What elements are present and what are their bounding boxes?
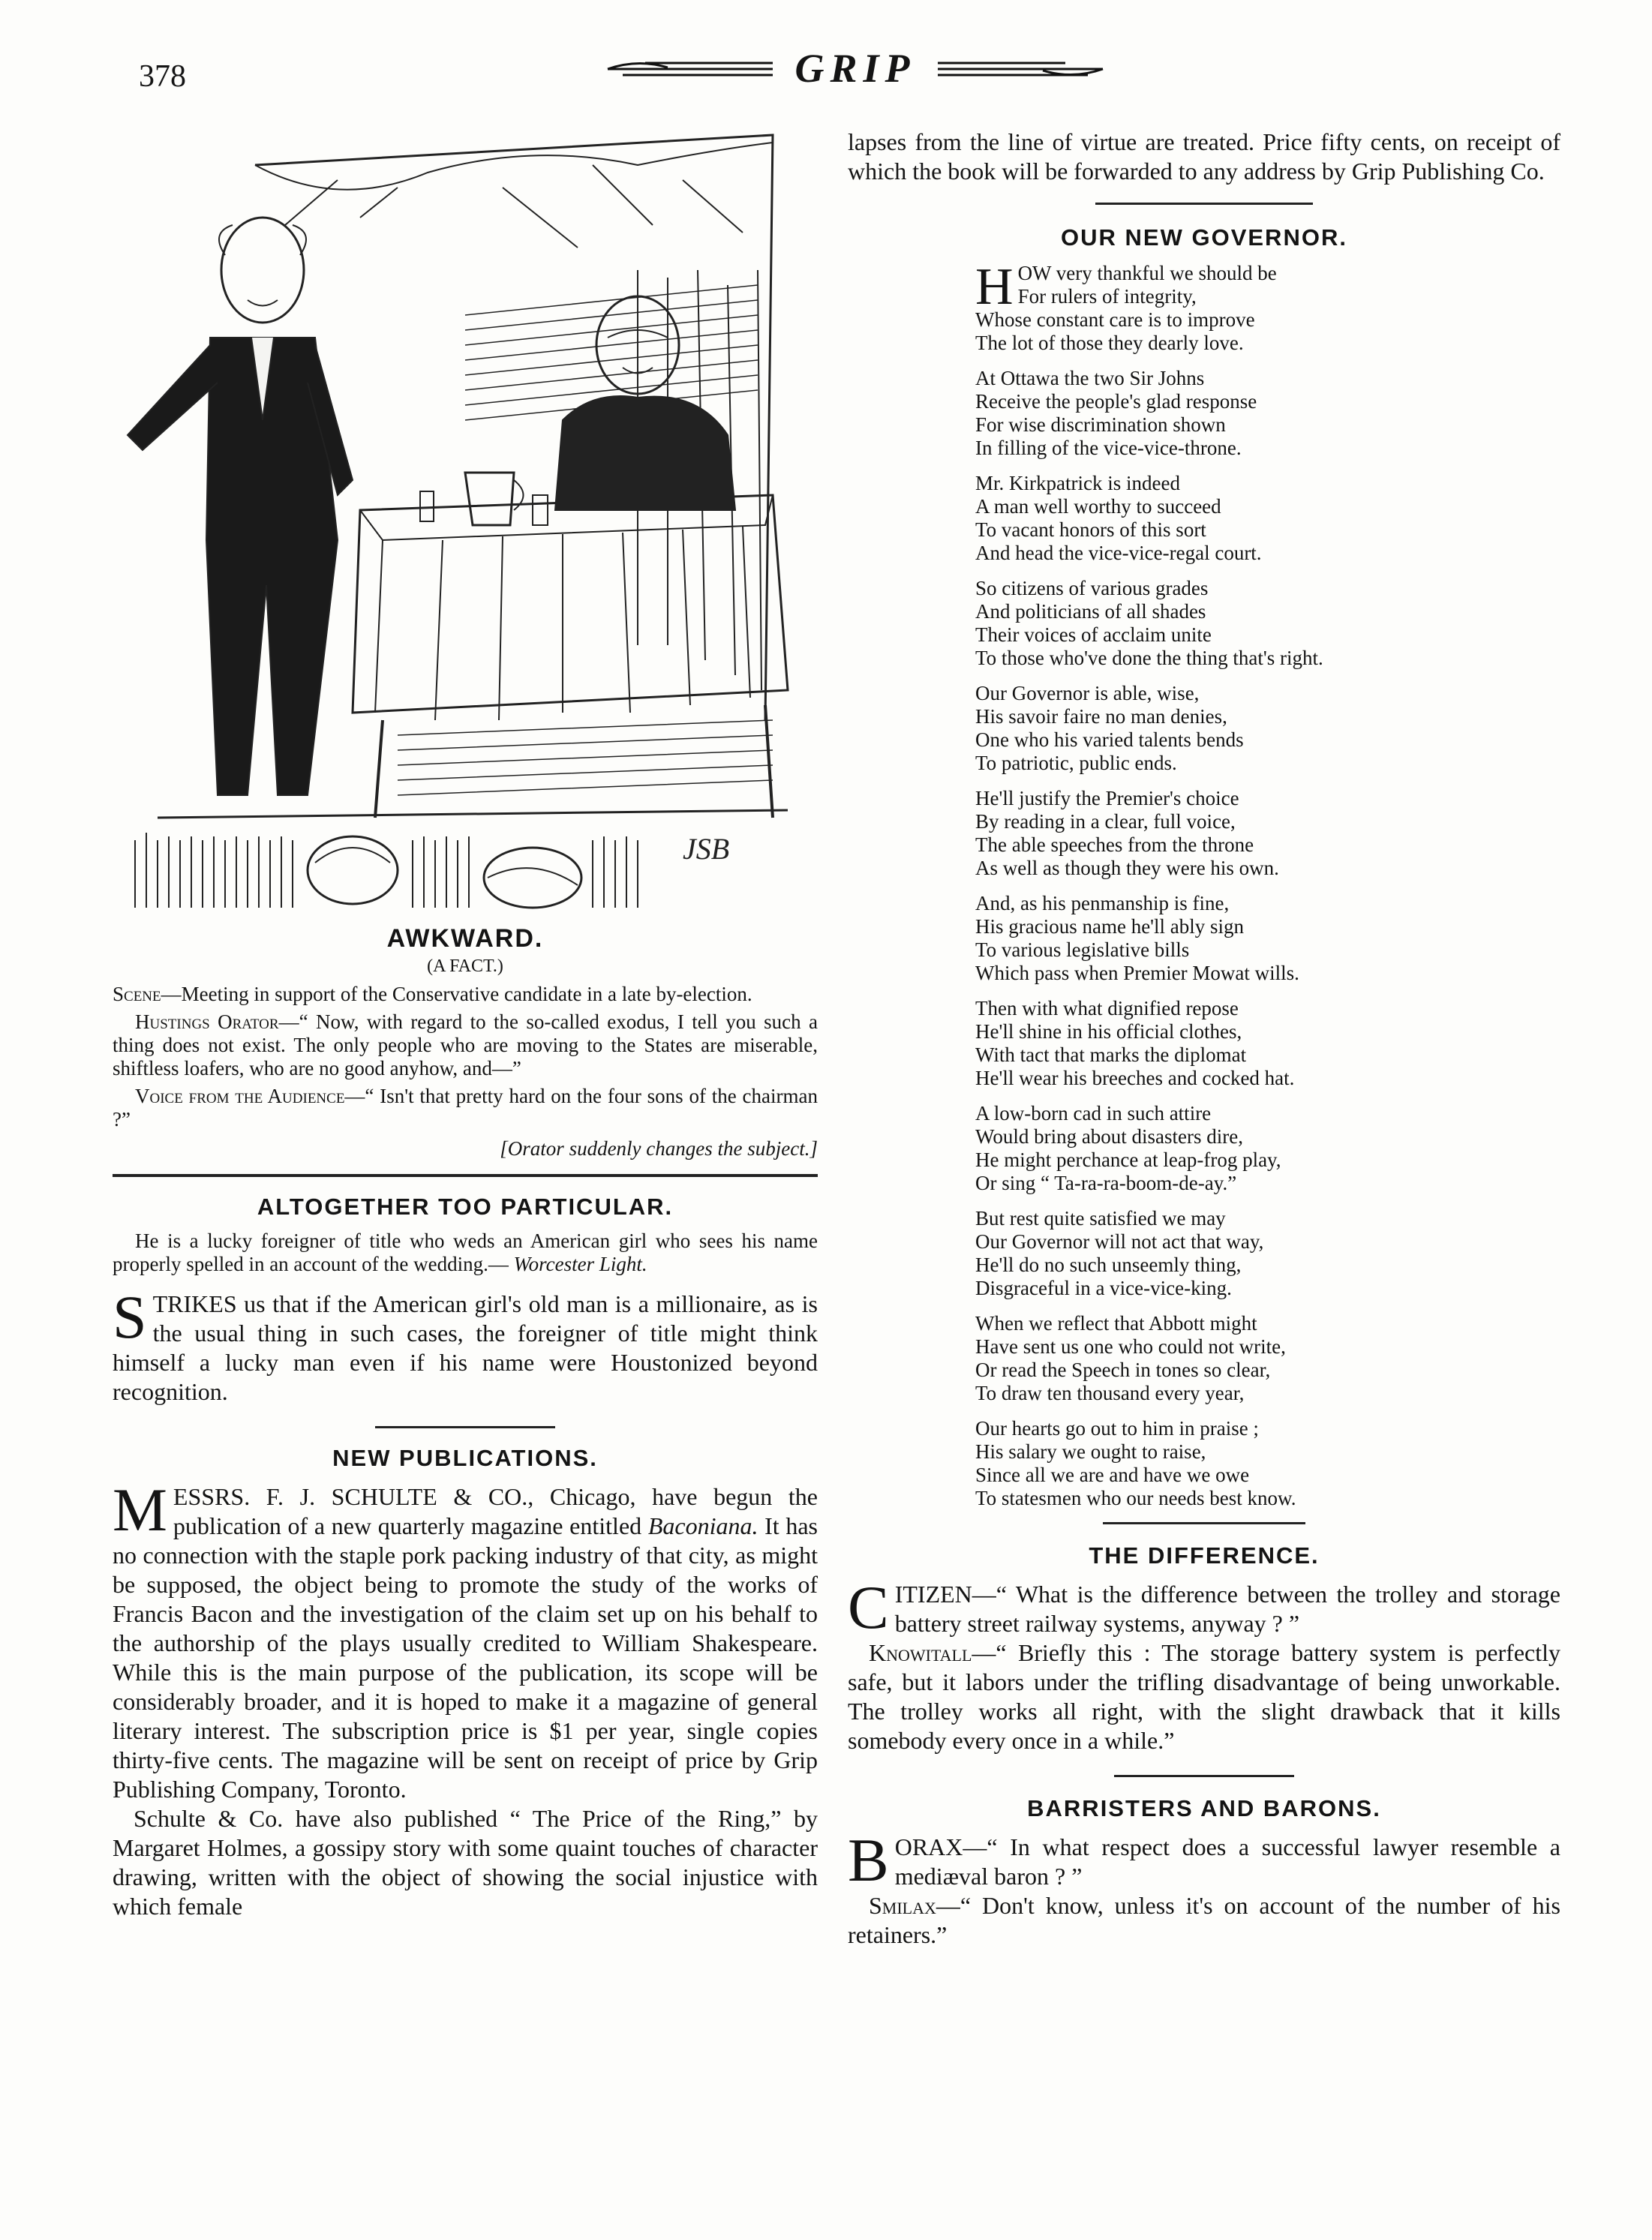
poem-line: Our hearts go out to him in praise ; xyxy=(975,1417,1259,1440)
poem-stanza xyxy=(975,787,1560,880)
poem-line: He'll wear his breeches and cocked hat. xyxy=(975,1067,1295,1089)
knowitall-speech: Knowitall—“ Briefly this : The storage battery system is perfectly safe, but it labors under the trifling disadvantage of being unworkable. The trolley works all right, with the slight drawback that it kills somebody every once in a while.” xyxy=(848,1639,1560,1754)
difference-dropcap: C xyxy=(848,1573,889,1641)
poem-line: By reading in a clear, full voice, xyxy=(975,810,1236,833)
continued-text: lapses from the line of virtue are treated. Price fifty cents, on receipt of which the book will be forwarded to any address by Grip Publishing Co. xyxy=(848,128,1560,185)
short-divider xyxy=(375,1426,555,1428)
short-divider xyxy=(1114,1775,1294,1777)
particular-dropcap: S xyxy=(113,1283,147,1351)
right-column xyxy=(848,128,1560,1950)
cartoon-subtitle: (A FACT.) xyxy=(427,956,503,976)
poem-line: Have sent us one who could not write, xyxy=(975,1335,1286,1358)
publications-para-2: Schulte & Co. have also published “ The Price of the Ring,” by Margaret Holmes, a gossipy story with some quaint touches of character drawing, written with the object of showing the social injustice with which female xyxy=(113,1805,818,1920)
voice-speech xyxy=(113,1085,818,1131)
particular-heading: ALTOGETHER TOO PARTICULAR. xyxy=(257,1194,674,1220)
poem-line: To those who've done the thing that's right. xyxy=(975,647,1323,669)
poem-line: Receive the people's glad response xyxy=(975,390,1257,413)
poem-line: Whose constant care is to improve xyxy=(975,308,1255,331)
poem-line: Our Governor will not act that way, xyxy=(975,1230,1264,1253)
cartoon-signature: JSB xyxy=(683,832,730,866)
poem-stanza xyxy=(975,892,1560,985)
poem-line: Or sing “ Ta-ra-ra-boom-de-ay.” xyxy=(975,1172,1237,1194)
poem-line: At Ottawa the two Sir Johns xyxy=(975,367,1205,389)
particular-body: STRIKES us that if the American girl's old man is a millionaire, as is the usual thing in such cases, the foreigner of title might think himself a lucky man even if his name were Houstonized beyond recognition. xyxy=(113,1283,818,1405)
short-divider xyxy=(1103,1522,1305,1524)
governor-dropcap: H xyxy=(975,258,1014,316)
poem-line: For wise discrimination shown xyxy=(975,413,1226,436)
poem-line: With tact that marks the diplomat xyxy=(975,1043,1247,1066)
cartoon-scene xyxy=(113,983,818,1006)
poem-line: The lot of those they dearly love. xyxy=(975,332,1244,354)
scene-text: —Meeting in support of the Conservative candidate in a late by-election. xyxy=(161,983,752,1005)
difference-heading: THE DIFFERENCE. xyxy=(1089,1542,1320,1569)
scene-label: Scene xyxy=(113,983,161,1005)
orator-text: —“ Now, with regard to the so-called exodus, I tell you such a thing does not exist. The only people who are moving to the States are miserable, shiftless loafers, who are no good anyhow, and—” xyxy=(113,1010,818,1079)
poem-line: Disgraceful in a vice-vice-king. xyxy=(975,1277,1232,1299)
poem-line: And politicians of all shades xyxy=(975,600,1206,623)
barristers-heading: BARRISTERS AND BARONS. xyxy=(1027,1795,1381,1821)
poem-line: To various legislative bills xyxy=(975,938,1190,961)
poem-line: Mr. Kirkpatrick is indeed xyxy=(975,472,1180,494)
poem-line: A low-born cad in such attire xyxy=(975,1102,1212,1125)
barristers-dropcap: B xyxy=(848,1826,889,1894)
poem-line: To patriotic, public ends. xyxy=(975,752,1177,774)
masthead-title: GRIP xyxy=(794,46,916,91)
poem-line: His salary we ought to raise, xyxy=(975,1440,1206,1463)
cartoon-drawing xyxy=(113,120,810,915)
page-number: 378 xyxy=(139,59,186,94)
poem-line: HOW very thankful we should be xyxy=(975,258,1277,316)
governor-poem xyxy=(975,258,1560,1510)
poem-line: When we reflect that Abbott might xyxy=(975,1312,1257,1335)
poem-line: So citizens of various grades xyxy=(975,577,1209,599)
poem-stanza xyxy=(975,1312,1560,1405)
publications-dropcap: M xyxy=(113,1476,167,1544)
poem-stanza xyxy=(975,1417,1560,1510)
publications-heading: NEW PUBLICATIONS. xyxy=(332,1445,598,1471)
masthead xyxy=(593,45,1118,98)
poem-stanza xyxy=(975,472,1560,565)
voice-label: Voice from the Audience xyxy=(135,1085,345,1107)
particular-quote: He is a lucky foreigner of title who weds an American girl who sees his name properly spelled in an account of the wedding.— Worcester Light. xyxy=(113,1230,818,1275)
particular-quote-source: Worcester Light. xyxy=(513,1253,647,1275)
orator-speech xyxy=(113,1010,818,1080)
poem-line: He might perchance at leap-frog play, xyxy=(975,1149,1281,1171)
smilax-label: Smilax xyxy=(869,1892,936,1919)
stage-direction: [Orator suddenly changes the subject.] xyxy=(500,1137,818,1160)
poem-line: To vacant honors of this sort xyxy=(975,518,1206,541)
poem-line: One who his varied talents bends xyxy=(975,728,1244,751)
poem-line: A man well worthy to succeed xyxy=(975,495,1221,518)
poem-line: To statesmen who our needs best know. xyxy=(975,1487,1296,1509)
magazine-title: Baconiana. xyxy=(647,1512,758,1539)
poem-stanza xyxy=(975,682,1560,775)
smilax-speech: Smilax—“ Don't know, unless it's on account of the number of his retainers.” xyxy=(848,1892,1560,1948)
orator-label: Hustings Orator xyxy=(135,1010,279,1033)
poem-stanza xyxy=(975,577,1560,670)
poem-line: His gracious name he'll ably sign xyxy=(975,915,1245,938)
poem-line: In filling of the vice-vice-throne. xyxy=(975,437,1242,459)
borax-speech: BORAX—“ In what respect does a successful lawyer resemble a mediæval baron ? ” xyxy=(848,1826,1560,1894)
poem-line: Or read the Speech in tones so clear, xyxy=(975,1359,1271,1381)
poem-line: Their voices of acclaim unite xyxy=(975,623,1212,646)
poem-line: He'll justify the Premier's choice xyxy=(975,787,1239,809)
poem-stanza xyxy=(975,258,1560,355)
knowitall-label: Knowitall xyxy=(869,1639,972,1666)
poem-line: And head the vice-vice-regal court. xyxy=(975,542,1262,564)
poem-stanza xyxy=(975,367,1560,460)
poem-line: Then with what dignified repose xyxy=(975,997,1239,1019)
poem-stanza xyxy=(975,1102,1560,1195)
poem-line: Would bring about disasters dire, xyxy=(975,1125,1244,1148)
publications-para-1: MESSRS. F. J. SCHULTE & CO., Chicago, have begun the publication of a new quarterly magazine entitled Baconiana. It has no connection with the staple pork packing industry of that city, as might be supposed, the object being to promote the study of the works of Francis Bacon and the investigation of the claim set up on his behalf to the authorship of the plays usually credited to William Shakespeare. While this is the main purpose of the publication, its scope will be considerably broader, and it is hoped to make it a magazine of general literary interest. The subscription price is $1 per year, single copies thirty-five cents. The magazine will be sent on receipt of price by Grip Publishing Company, Toronto. xyxy=(113,1476,818,1803)
poem-line: To draw ten thousand every year, xyxy=(975,1382,1245,1404)
poem-line: For rulers of integrity, xyxy=(1017,285,1197,308)
poem-line: The able speeches from the throne xyxy=(975,833,1254,856)
governor-heading: OUR NEW GOVERNOR. xyxy=(1061,224,1347,251)
poem-line: Our Governor is able, wise, xyxy=(975,682,1200,704)
poem-line: Which pass when Premier Mowat wills. xyxy=(975,962,1299,984)
poem-line: Since all we are and have we owe xyxy=(975,1464,1250,1486)
poem-stanza xyxy=(975,1207,1560,1300)
poem-line: But rest quite satisfied we may xyxy=(975,1207,1226,1230)
poem-line: His savoir faire no man denies, xyxy=(975,705,1227,728)
short-divider xyxy=(1095,203,1313,205)
poem-stanza xyxy=(975,997,1560,1090)
cartoon-illustration xyxy=(113,120,810,915)
poem-line: As well as though they were his own. xyxy=(975,857,1279,879)
cartoon-title: AWKWARD. xyxy=(386,924,544,953)
citizen-speech: CITIZEN—“ What is the difference between the trolley and storage battery street railway systems, anyway ? ” xyxy=(848,1573,1560,1641)
poem-line: He'll do no such unseemly thing, xyxy=(975,1254,1242,1276)
voice-text: —“ Isn't that pretty hard on the four sons of the chairman ?” xyxy=(113,1085,818,1131)
poem-line: And, as his penmanship is fine, xyxy=(975,892,1230,914)
section-divider xyxy=(113,1174,818,1177)
left-column xyxy=(113,120,818,1921)
poem-line: He'll shine in his official clothes, xyxy=(975,1020,1242,1043)
